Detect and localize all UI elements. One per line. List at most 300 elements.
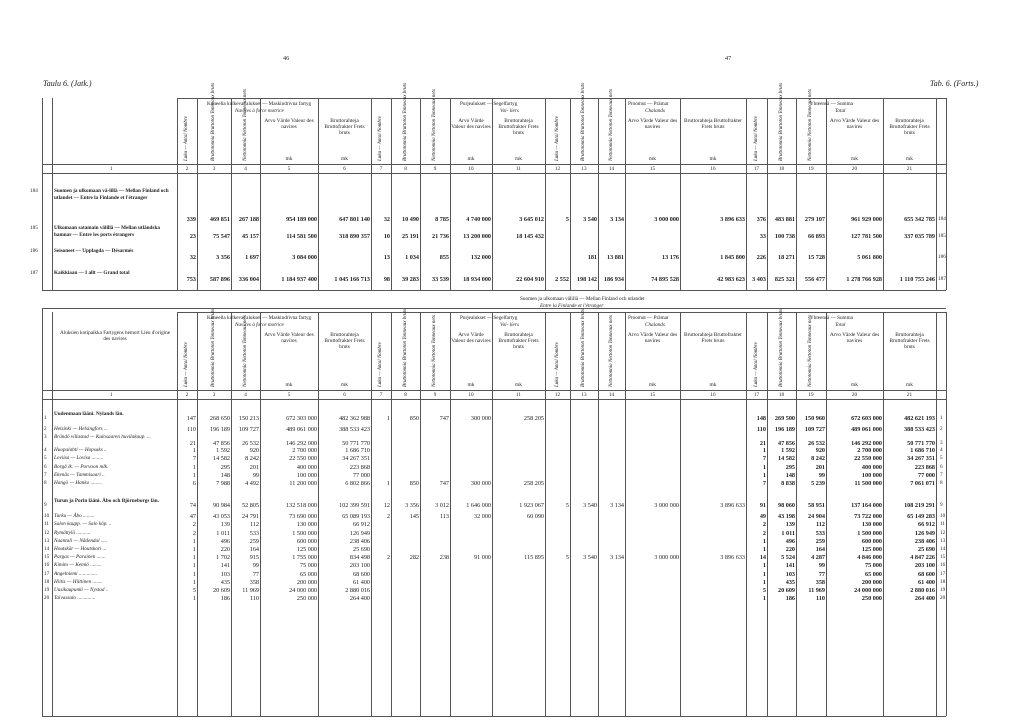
table-cell: 110 [186, 426, 196, 433]
column-label-count: Luku — Antal Nombre [554, 116, 560, 161]
table-cell: 2 880 016 [345, 587, 370, 594]
table-cell: 1 110 755 246 [899, 276, 935, 283]
table-cell: 339 [186, 216, 196, 223]
table-cell: 337 035 789 [904, 233, 935, 240]
table-cell: 91 000 [473, 554, 491, 562]
group-header-total-fr: Total [835, 108, 846, 114]
table-cell: 282 [409, 554, 419, 562]
column-label-count: Luku — Antal Nombre [378, 342, 383, 387]
row-number: 186 [30, 248, 38, 254]
table-cell: 850 [409, 415, 419, 422]
table-cell: 186 [785, 595, 795, 603]
table-vertical-rule [946, 98, 947, 290]
table-cell: 126 949 [914, 529, 935, 537]
table-cell: 2 700 000 [857, 447, 882, 455]
table-cell: 920 [249, 447, 259, 455]
table-cell: 1 845 800 [720, 254, 745, 261]
table-vertical-rule [391, 98, 392, 290]
table-cell: 113 [439, 513, 449, 521]
table-cell: 164 [249, 546, 259, 553]
column-number: 12 [554, 166, 561, 172]
table-cell: 109 727 [238, 426, 259, 433]
row-number: 9 [44, 502, 47, 509]
table-cell: 295 [220, 463, 230, 471]
table-cell: 1 045 166 713 [334, 276, 370, 283]
table-cell: 1 686 710 [910, 447, 935, 455]
table-cell: 1 [192, 447, 196, 455]
table-cell: 1 500 000 [292, 529, 317, 537]
table-cell: 482 362 988 [339, 415, 370, 422]
table-cell: 23 [189, 233, 196, 240]
row-number-end: 11 [940, 521, 945, 528]
table-cell: 1 [192, 471, 196, 479]
table-cell: 482 621 193 [904, 415, 935, 422]
column-unit-freight: mk [341, 156, 348, 162]
table-vertical-rule [767, 98, 768, 290]
table-cell: 2 [192, 521, 196, 529]
column-unit-freight: mk [341, 382, 348, 388]
row-number: 10 [44, 513, 50, 520]
column-number: 18 [778, 392, 785, 398]
column-number: 1 [110, 392, 113, 398]
table-cell: 13 881 [606, 254, 624, 261]
table-cell: 45 157 [241, 233, 259, 240]
table-cell: 110 [816, 595, 825, 603]
table-cell: 3 896 633 [720, 502, 745, 510]
column-unit-value: mk [851, 156, 858, 162]
table-cell: 24 904 [807, 513, 825, 521]
table-cell: 14 582 [777, 455, 795, 463]
group-header-sail-fr: Voi- liers [500, 108, 519, 114]
table-cell: 655 342 785 [904, 216, 935, 223]
column-label-value: Arvo Värde Valeur des navires [264, 118, 314, 130]
table-cell: 2 [762, 529, 766, 537]
table-vertical-rule [545, 98, 546, 290]
table-cell: 5 [565, 216, 569, 223]
row-number: 187 [30, 270, 38, 276]
table-cell: 1 278 766 928 [846, 276, 882, 283]
municipality-label: Borgå lk. — Porvoon mlk. [54, 463, 109, 470]
table-cell: 3 896 633 [720, 216, 745, 223]
table-cell: 14 582 [212, 455, 230, 463]
column-label-net: Nettotonnia Nettoton Tonneaux nets [432, 315, 437, 387]
column-label-freight: Bruttorahteja Bruttofrakter Frets bruts [498, 332, 539, 350]
table-cell: 5 [192, 587, 196, 594]
table-cell: 1 646 000 [466, 502, 491, 510]
municipality-label: Loviisa — Lovisa ......... [54, 455, 104, 462]
table-cell: 66 912 [352, 521, 370, 529]
table-cell: 13 176 [661, 254, 679, 261]
table-cell: 201 [815, 463, 825, 471]
table-cell: 250 000 [861, 595, 882, 603]
table-cell: 33 539 [431, 276, 449, 283]
table-cell: 1 592 [216, 447, 230, 455]
table-cell: 1 [192, 595, 196, 603]
table-cell: 13 [383, 254, 390, 261]
row-number-end: 9 [940, 502, 943, 509]
column-number: 20 [851, 166, 858, 172]
column-label-net: Nettotonnia Nettoton Tonneaux nets [808, 315, 813, 387]
table-vertical-rule [52, 98, 53, 290]
table-cell: 18 271 [777, 254, 795, 261]
column-label-net: Nettotonnia Nettoton Tonneaux nets [432, 89, 437, 161]
table-cell: 10 [383, 233, 390, 240]
table-cell: 533 [249, 529, 259, 537]
table-cell: 90 984 [212, 502, 230, 510]
column-label-net: Nettotonnia Nettoton Tonneaux nets [242, 315, 248, 387]
column-label-freight: Bruttorahteja Bruttofrakter Frets bruts [889, 118, 930, 136]
table-cell: 32 [383, 216, 390, 223]
column-number: 1 [110, 166, 113, 172]
row-number-end: 20 [940, 595, 946, 602]
group-header-barges: Proomut — Prämar [628, 101, 669, 107]
row-number: 1 [44, 415, 47, 421]
table-cell: 74 [189, 502, 196, 510]
table-cell: 915 [249, 554, 259, 562]
table-cell: 145 [409, 513, 419, 521]
table-cell: 3 356 [405, 502, 419, 510]
origin-label: Aluksien kotipaikka Fartygens hemort Lieu d'origine des navires [60, 330, 170, 342]
group-header-total-fr: Total [835, 322, 846, 328]
row-number-end: 184 [938, 216, 946, 222]
column-unit-value: mk [285, 382, 293, 388]
column-number: 13 [581, 392, 587, 398]
row-number: 185 [30, 225, 38, 231]
table-cell: 8 242 [245, 455, 259, 463]
table-cell: 3 540 [583, 502, 597, 510]
table-vertical-rule [371, 98, 372, 290]
table-cell: 130 000 [296, 521, 317, 529]
row-label: Seisoneet — Upplagda — Désarmés [54, 248, 134, 254]
table-cell: 7 [762, 480, 766, 487]
table-cell: 753 [186, 276, 196, 283]
table-cell: 201 [249, 463, 259, 471]
column-label-value: Arvo Värde Valeur des navires [829, 118, 880, 130]
row-number: 2 [44, 426, 47, 432]
column-number: 5 [287, 392, 291, 398]
table-cell: 50 771 770 [342, 440, 370, 448]
column-number: 11 [516, 166, 521, 172]
table-vertical-rule [42, 98, 43, 290]
table-cell: 1 686 710 [345, 447, 370, 455]
row-number-end: 185 [938, 233, 946, 239]
table-cell: 15 728 [807, 254, 825, 261]
column-number: 3 [212, 166, 216, 172]
table-cell: 77 000 [352, 471, 370, 479]
table-cell: 32 000 [473, 513, 491, 521]
table-cell: 99 [252, 562, 259, 570]
page-number-left: 46 [283, 55, 290, 62]
caption-right: Tab. 6. (Forts.) [930, 79, 979, 88]
row-number-end: 186 [938, 254, 946, 260]
table-cell: 112 [816, 521, 825, 529]
table-cell: 533 [815, 529, 825, 537]
row-number: 7 [44, 471, 47, 478]
table-cell: 1 [762, 471, 766, 479]
table-cell: 22 550 000 [289, 455, 317, 463]
column-number: 3 [212, 392, 216, 398]
table-cell: 20 609 [212, 587, 230, 594]
column-number: 14 [608, 166, 615, 172]
row-number: 17 [44, 570, 50, 577]
row-number-end: 4 [940, 447, 943, 454]
table-cell: 7 [762, 455, 766, 463]
page-number-right: 47 [725, 55, 732, 62]
column-label-count: Luku — Antal Nombre [184, 342, 189, 387]
group-header-sail: Purjealukset — Segelfartyg [460, 101, 518, 107]
row-label: Kaikkiaan — I allt — Grand total [54, 270, 130, 276]
table-cell: 238 406 [914, 537, 935, 545]
group-header-total: Yhteensä — Summa [810, 101, 853, 107]
table-cell: 5 [565, 554, 569, 562]
row-number: 19 [44, 587, 50, 593]
row-number-end: 18 [940, 578, 946, 585]
column-number: 16 [710, 166, 716, 172]
table-cell: 1 755 000 [292, 554, 317, 562]
table-cell: 61 400 [917, 578, 935, 586]
table-cell: 198 142 [576, 276, 597, 283]
column-unit-value: mk [649, 156, 656, 162]
table-cell: 24 791 [241, 513, 259, 521]
municipality-label: Kimito — Kemiö ......... [54, 562, 102, 569]
table-cell: 146 292 000 [851, 440, 882, 448]
column-unit-freight: mk [515, 382, 522, 388]
group-header-motor: Koneella kulkevat alukset — Maskindrivna fartyg [207, 101, 312, 107]
table-cell: 556 477 [804, 276, 825, 283]
table-cell: 250 000 [296, 595, 317, 603]
table-cell: 75 547 [212, 233, 230, 240]
table-cell: 125 000 [296, 546, 317, 553]
municipality-label: Pargas — Parainen ....... [54, 554, 106, 561]
table-cell: 238 [439, 554, 449, 562]
column-label-gross: Bruttotonnia Bruttoton Tonneaux bruts [581, 308, 586, 387]
table-cell: 108 219 291 [904, 502, 935, 510]
table-cell: 18 145 432 [516, 233, 544, 240]
column-label-gross: Bruttotonnia Bruttoton Tonneaux bruts [211, 82, 216, 161]
table-cell: 43 053 [212, 513, 230, 521]
column-label-value: Arvo Värde Valeur des navires [627, 118, 678, 130]
row-number: 12 [44, 529, 50, 536]
row-number-end: 5 [940, 455, 943, 462]
table-cell: 68 600 [352, 570, 370, 578]
table-horizontal-rule [42, 716, 946, 717]
row-number: 6 [44, 463, 47, 470]
table-vertical-rule [420, 98, 421, 290]
column-number: 13 [581, 166, 587, 172]
table-cell: 98 [383, 276, 390, 283]
column-number: 9 [433, 166, 437, 172]
column-unit-value: mk [851, 382, 858, 388]
table-cell: 74 895 528 [651, 276, 679, 283]
table-cell: 1 [762, 463, 766, 471]
table-cell: 1 [192, 537, 196, 545]
municipality-label: Hiitis — Hiittinen ........ [54, 578, 103, 585]
table-cell: 1 [386, 480, 390, 487]
table-cell: 3 134 [610, 502, 624, 510]
table-cell: 3 012 [435, 502, 449, 510]
column-label-count: Luku — Antal Nombre [378, 116, 383, 161]
table-cell: 25 191 [401, 233, 419, 240]
table-cell: 954 189 000 [286, 216, 317, 223]
table-cell: 747 [439, 415, 449, 422]
column-unit-value: mk [285, 156, 293, 162]
table-cell: 65 000 [299, 570, 317, 578]
table-cell: 77 [818, 570, 825, 578]
table-cell: 66 893 [807, 233, 825, 240]
municipality-label: Salon kaupp. — Salo köp. .. [54, 521, 112, 528]
row-number-end: 15 [940, 554, 946, 561]
table-cell: 3 084 000 [292, 254, 317, 261]
table-cell: 49 [759, 513, 766, 521]
table-vertical-rule [625, 312, 626, 716]
table-cell: 11 500 000 [854, 480, 882, 487]
table-vertical-rule [796, 98, 797, 290]
column-number: 19 [808, 392, 814, 398]
table-cell: 300 000 [470, 480, 491, 487]
table-cell: 220 [785, 546, 795, 553]
table-cell: 47 856 [212, 440, 230, 448]
table-cell: 1 697 [245, 254, 259, 261]
column-unit-freight: mk [906, 382, 913, 388]
table-cell: 200 000 [296, 578, 317, 586]
table-cell: 75 000 [864, 562, 882, 570]
column-label-value: Arvo Värde Valeur des navires [451, 332, 491, 344]
table-cell: 855 [439, 254, 449, 261]
column-number: 21 [906, 166, 913, 172]
column-unit-value: mk [649, 382, 656, 388]
column-number: 16 [710, 392, 716, 398]
table-cell: 112 [249, 521, 259, 529]
table-cell: 164 [815, 546, 825, 553]
table-cell: 65 089 193 [342, 513, 370, 521]
table-cell: 21 [189, 440, 196, 448]
table-cell: 1 [762, 595, 766, 603]
table-cell: 5 239 [811, 480, 825, 487]
group-header-barges-fr: Chalands [645, 322, 665, 328]
municipality-label: Uusikaupunki — Nystad .. [54, 587, 109, 593]
municipality-label: Turku — Åbo ......... [54, 513, 95, 520]
column-number: 6 [343, 166, 346, 172]
table-cell: 6 [192, 480, 196, 487]
table-cell: 850 [409, 480, 419, 487]
table-cell: 5 [762, 587, 766, 594]
table-cell: 24 000 000 [289, 587, 317, 594]
table-cell: 400 000 [296, 463, 317, 471]
table-cell: 110 [757, 426, 766, 433]
column-unit-value: mk [467, 382, 475, 388]
table-cell: 148 [756, 415, 766, 422]
table-horizontal-rule [177, 98, 946, 99]
municipality-label: Helsinki — Helsingfors ... [54, 426, 108, 432]
column-number: 10 [468, 166, 474, 172]
table-cell: 11 969 [242, 587, 259, 594]
table-cell: 223 868 [349, 463, 370, 471]
table-vertical-rule [936, 98, 937, 290]
row-number-end: 10 [940, 513, 946, 520]
table-cell: 2 880 016 [910, 587, 935, 594]
table-cell: 1 702 [216, 554, 230, 562]
table-vertical-rule [177, 98, 178, 290]
table-cell: 60 090 [526, 513, 544, 521]
group-header-total: Yhteensä — Summa [810, 315, 853, 321]
table-cell: 5 524 [781, 554, 795, 562]
municipality-label: Ekenäs — Tammisaari .. [54, 471, 105, 478]
row-number: 5 [44, 455, 47, 462]
column-label-value: Arvo Värde Valeur des navires [264, 332, 314, 344]
table-cell: 318 890 357 [339, 233, 370, 240]
column-number: 9 [433, 392, 437, 398]
row-number-end: 1 [940, 415, 943, 421]
table-cell: 825 321 [774, 276, 795, 283]
row-number-end: 6 [940, 463, 943, 470]
table-cell: 13 200 000 [463, 233, 491, 240]
table-cell: 42 983 623 [717, 276, 745, 283]
table-horizontal-rule [42, 164, 946, 165]
column-label-gross: Bruttotonnia Bruttoton Tonneaux bruts [402, 82, 408, 161]
table-cell: 400 000 [861, 463, 882, 471]
row-label: Suomen ja ulkomaan vä-lillä — Mellan Finland och utlandet — Entre la Finlande et l'étranger [54, 188, 169, 201]
table-cell: 1 [386, 415, 390, 422]
table-cell: 1 [762, 578, 766, 586]
column-label-count: Luku — Antal Nombre [753, 116, 759, 161]
table-cell: 100 738 [774, 233, 795, 240]
table-cell: 58 951 [807, 502, 825, 510]
table-vertical-rule [598, 312, 599, 716]
table-cell: 132 000 [470, 254, 491, 261]
table-cell: 834 498 [349, 554, 370, 562]
column-label-freight: Bruttorahteja Bruttofrakter Frets bruts [324, 118, 365, 136]
table-horizontal-rule [42, 173, 946, 174]
table-cell: 1 034 [405, 254, 419, 261]
table-cell: 1 [762, 570, 766, 578]
table-cell: 3 645 012 [519, 216, 544, 223]
table-cell: 1 184 937 400 [281, 276, 317, 283]
table-cell: 114 581 500 [286, 233, 317, 240]
table-horizontal-rule [42, 308, 946, 309]
table-cell: 3 896 633 [720, 554, 745, 562]
table-vertical-rule [570, 98, 571, 290]
row-number-end: 8 [940, 480, 943, 486]
table-cell: 3 540 [583, 554, 597, 562]
table-cell: 66 912 [917, 521, 935, 529]
table-cell: 7 988 [216, 480, 230, 487]
table-cell: 52 805 [241, 502, 259, 510]
municipality-label: Angelniemi .............. [54, 570, 98, 577]
row-number: 14 [44, 546, 50, 552]
table-cell: 358 [815, 578, 825, 586]
table-cell: 4 847 226 [910, 554, 935, 562]
column-label-freight: Bruttorahteja Bruttofrakter Frets bruts [498, 118, 539, 136]
municipality-label: Naantali — Nådendal ..... [54, 537, 108, 544]
table-cell: 130 000 [861, 521, 882, 529]
table-cell: 65 149 283 [907, 513, 935, 521]
municipality-label: Huopalahti — Hopsaks .. [54, 447, 107, 454]
table-cell: 6 802 866 [345, 480, 370, 487]
group-header-barges: Proomut — Prämar [628, 315, 669, 321]
table-cell: 47 856 [777, 440, 795, 448]
row-number-end: 16 [940, 562, 946, 569]
table-cell: 43 198 [777, 513, 795, 521]
table-vertical-rule [936, 312, 937, 716]
table-cell: 672 603 000 [851, 415, 882, 422]
table-cell: 3 000 000 [654, 502, 679, 510]
table-cell: 1 [762, 562, 766, 570]
table-cell: 388 533 423 [904, 426, 935, 433]
table-cell: 920 [815, 447, 825, 455]
row-number: 15 [44, 554, 50, 561]
table-cell: 32 [189, 254, 196, 261]
table-cell: 1 592 [781, 447, 795, 455]
